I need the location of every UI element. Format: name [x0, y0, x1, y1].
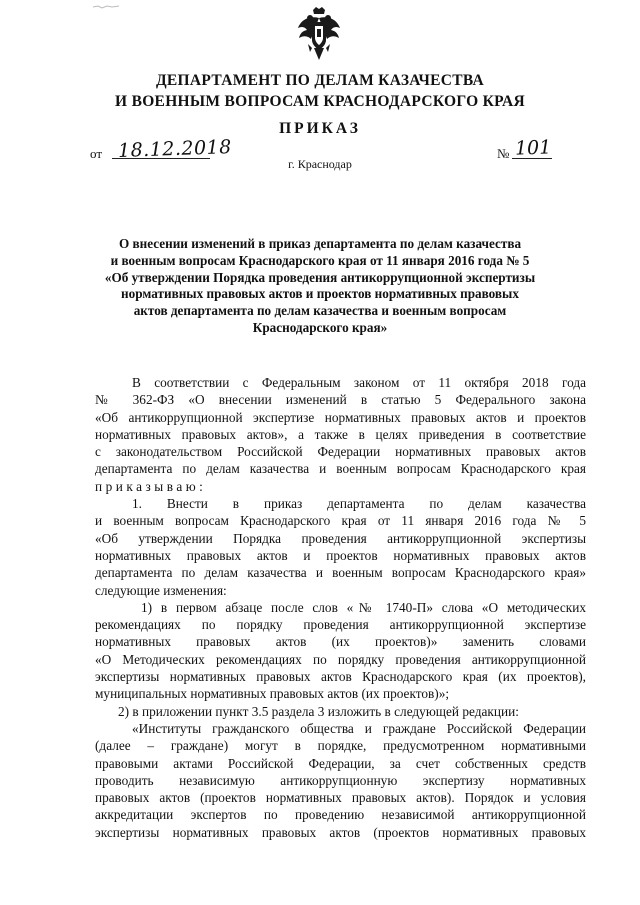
body-line: нормативных правовых актов и проектов нормативных правовых актов: [95, 547, 586, 563]
scan-mark: [92, 4, 120, 10]
title-line: Краснодарского края»: [252, 319, 388, 335]
body-line: проводить независимую антикоррупционную экспертизу нормативных: [95, 772, 586, 788]
body-line: 1. Внести в приказ департамента по делам казачества: [132, 496, 586, 512]
body-line: экспертизы нормативных правовых актов Краснодарского края (их проектов),: [95, 669, 586, 685]
city: г. Краснодар: [288, 157, 352, 171]
title-line: и военным вопросам Краснодарского края от 11 января 2016 года № 5: [110, 252, 530, 268]
date-label: от: [90, 146, 103, 161]
body-line: правовыми актами Российской Федерации, за счет собственных средств: [95, 755, 586, 771]
order-body: [95, 374, 586, 841]
body-line: (далее – граждане) могут в порядке, предусмотренном нормативными: [95, 738, 586, 754]
body-line: департамента по делам казачества и военным вопросам Краснодарского края»: [95, 565, 586, 581]
handwritten-date: 18.12.2018: [117, 136, 233, 162]
title-line: нормативных правовых актов и проектов нормативных правовых: [121, 286, 519, 302]
body-line: департамента по делам казачества и военным вопросам Краснодарского края: [95, 461, 586, 477]
department-name-line2: И ВОЕННЫМ ВОПРОСАМ КРАСНОДАРСКОГО КРАЯ: [115, 93, 525, 110]
title-line: «Об утверждении Порядка проведения антикоррупционной экспертизы: [104, 269, 536, 285]
body-line: 1) в первом абзаце после слов «№ 1740-П» слова «О методических: [141, 599, 586, 615]
coat-of-arms-icon: [296, 6, 342, 64]
department-name-line1: ДЕПАРТАМЕНТ ПО ДЕЛАМ КАЗАЧЕСТВА: [155, 72, 485, 89]
body-line: нормативных правовых актов», а также в целях приведения в соответствие: [95, 426, 586, 442]
document-type: ПРИКАЗ: [279, 120, 361, 137]
handwritten-number: 101: [514, 136, 552, 160]
body-line: «О Методических рекомендациях по порядку проведения антикоррупционной: [95, 651, 586, 667]
body-line: нормативных правовых актов (их проектов)» заменить словами: [95, 634, 586, 650]
body-line: В соответствии с Федеральным законом от 11 октября 2018 года: [132, 375, 586, 390]
title-line: актов департамента по делам казачества и военным вопросам: [133, 303, 507, 319]
body-line: «Об утверждении Порядка проведения антикоррупционной экспертизы: [95, 530, 586, 546]
body-line: 2) в приложении пункт 3.5 раздела 3 изложить в следующей редакции:: [118, 703, 519, 719]
body-line: правовых актов (проектов нормативных правовых актов). Порядок и условия: [95, 790, 586, 806]
body-line: муниципальных нормативных правовых актов (их проектов)»;: [95, 686, 450, 702]
body-line: «Об антикоррупционной экспертизе нормативных правовых актов и проектов: [95, 409, 586, 425]
body-line: аккредитации экспертов по проведению независимой антикоррупционной: [95, 807, 586, 823]
body-line: с законодательством Российской Федерации нормативных правовых актов: [95, 444, 586, 460]
body-line: рекомендациях по порядку проведения антикоррупционной экспертизе: [95, 617, 586, 633]
order-title: [90, 236, 550, 337]
body-line: «Институты гражданского общества и граждане Российской Федерации: [132, 720, 586, 736]
number-label: №: [497, 146, 510, 161]
body-line: следующие изменения:: [95, 582, 227, 598]
body-line: экспертизы нормативных правовых актов (проектов нормативных правовых: [95, 824, 586, 840]
body-line-decree: приказываю:: [95, 478, 207, 494]
title-line: О внесении изменений в приказ департамента по делам казачества: [118, 236, 522, 251]
body-line: № 362-ФЗ «О внесении изменений в статью 5 Федерального закона: [95, 392, 586, 408]
body-line: и военным вопросам Краснодарского края от 11 января 2016 года № 5: [95, 513, 586, 529]
